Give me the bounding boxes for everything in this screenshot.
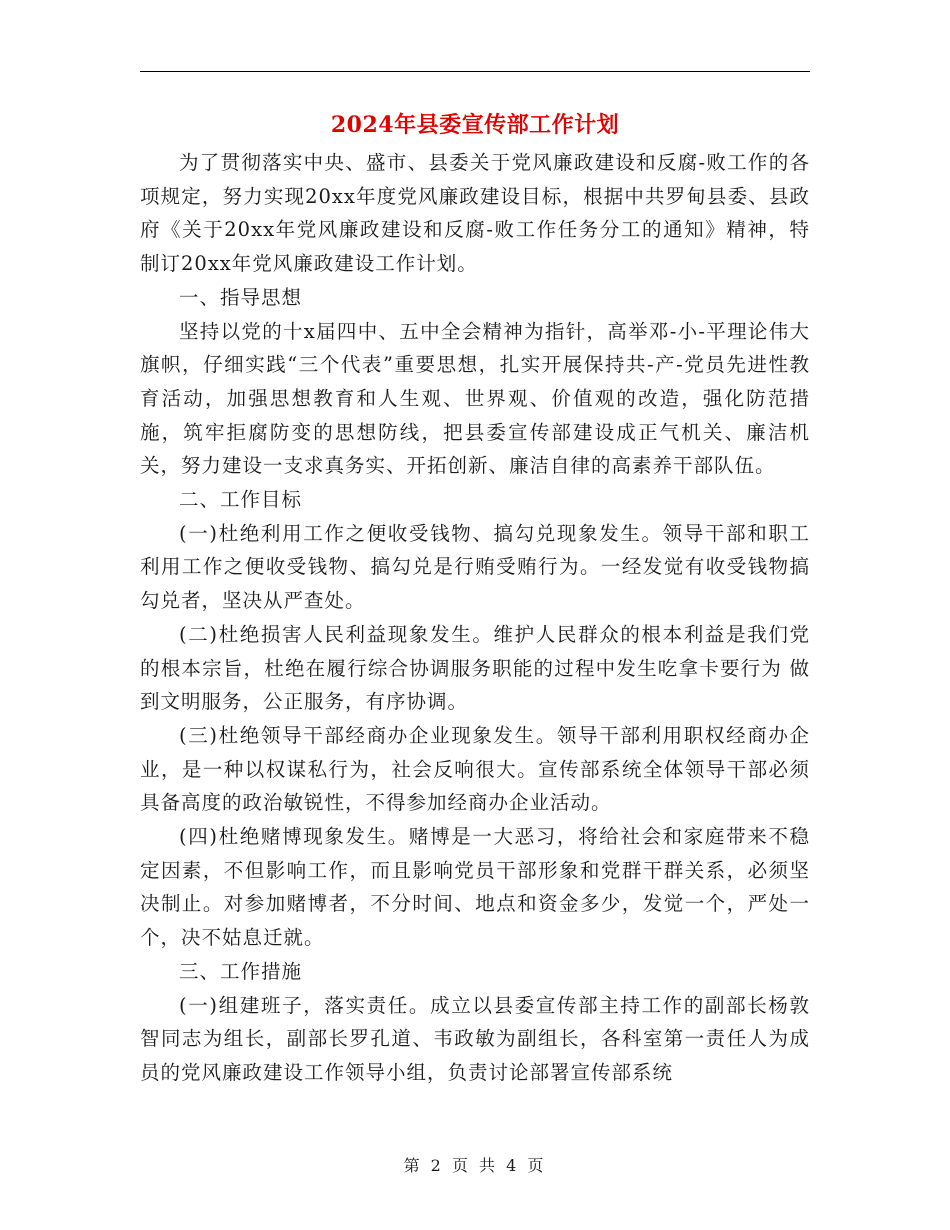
work-measure-item-1: (一)组建班子，落实责任。成立以县委宣传部主持工作的副部长杨敦智同志为组长，副部长罗孔道、韦政敏为副组长，各科室第一责任人为成员的党风廉政建设工作领导小组，负责讨论部署宣传部系统 — [140, 993, 810, 1084]
section-heading-guiding-thought: 一、指导思想 — [179, 285, 303, 309]
work-goal-item-4: (四)杜绝赌博现象发生。赌博是一大恶习，将给社会和家庭带来不稳定因素，不但影响工作，而且影响党员干部形象和党群干群关系，必须坚决制止。对参加赌博者，不分时间、地点和资金多少，发觉一个，严处一个，决不姑息迁就。 — [140, 825, 810, 950]
intro-paragraph: 为了贯彻落实中央、盛市、县委关于党风廉政建设和反腐-败工作的各项规定，努力实现20xx年度党风廉政建设目标，根据中共罗甸县委、县政府《关于20xx年党风廉政建设和反腐-败工作任务分工的通知》精神，特制订20xx年党风廉政建设工作计划。 — [140, 151, 810, 276]
document-body — [140, 146, 810, 1090]
section-heading-work-measures: 三、工作措施 — [179, 959, 303, 983]
work-goal-item-2: (二)杜绝损害人民利益现象发生。维护人民群众的根本利益是我们党的根本宗旨，杜绝在履行综合协调服务职能的过程中发生吃拿卡要行为 做到文明服务，公正服务，有序协调。 — [140, 622, 810, 714]
work-goal-item-1: (一)杜绝利用工作之便收受钱物、搞勾兑现象发生。领导干部和职工利用工作之便收受钱物、搞勾兑是行贿受贿行为。一经发觉有收受钱物搞勾兑者，坚决从严查处。 — [140, 521, 810, 613]
document-title: 2024年县委宣传部工作计划 — [330, 112, 620, 138]
header-rule — [140, 71, 810, 72]
work-goal-item-3: (三)杜绝领导干部经商办企业现象发生。领导干部利用职权经商办企业，是一种以权谋私行为，社会反响很大。宣传部系统全体领导干部必须具备高度的政治敏锐性，不得参加经商办企业活动。 — [140, 723, 810, 815]
section-heading-work-goals: 二、工作目标 — [179, 488, 303, 512]
guiding-thought-paragraph: 坚持以党的十x届四中、五中全会精神为指针，高举邓-小-平理论伟大旗帜，仔细实践“三个代表”重要思想，扎实开展保持共-产-党员先进性教育活动，加强思想教育和人生观、世界观、价值观的改造，强化防范措施，筑牢拒腐防变的思想防线，把县委宣传部建设成正气机关、廉洁机关，努力建设一支求真务实、开拓创新、廉洁自律的高素养干部队伍。 — [140, 319, 810, 478]
page-number: 第 2 页 共 4 页 — [403, 1156, 547, 1175]
